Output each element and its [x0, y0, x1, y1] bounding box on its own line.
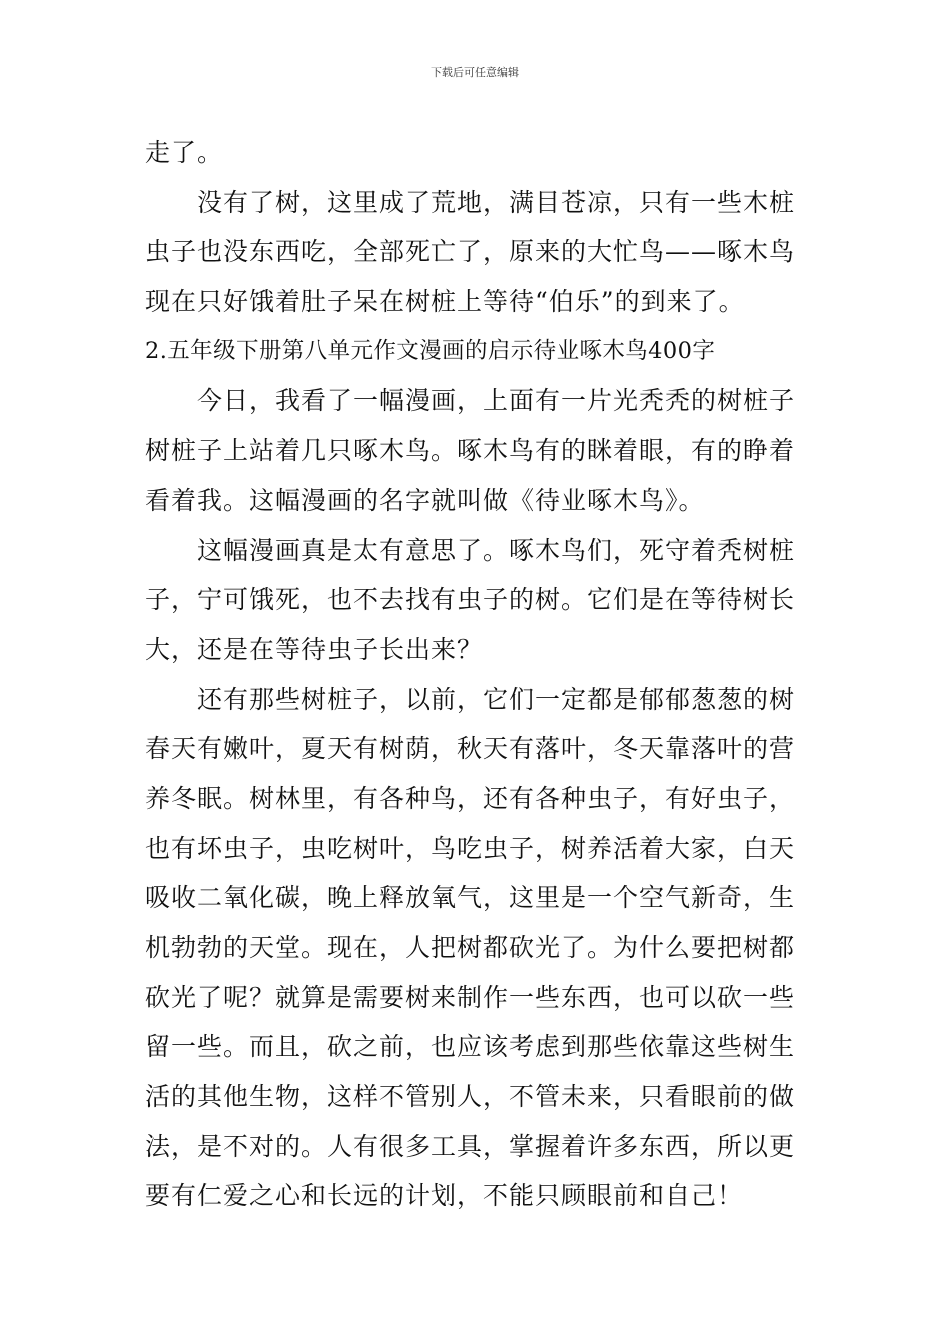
page-header: 下载后可任意编辑 — [431, 66, 519, 79]
text-line: 子，宁可饿死，也不去找有虫子的树。它们是在等待树长 — [145, 585, 796, 615]
text-line: 现在只好饿着肚子呆在树桩上等待“伯乐”的到来了。 — [145, 287, 745, 317]
text-line: 也有坏虫子，虫吃树叶，鸟吃虫子，树养活着大家，白天 — [145, 833, 796, 863]
text-line: 留一些。而且，砍之前，也应该考虑到那些依靠这些树生 — [145, 1032, 796, 1062]
text-line: 养冬眠。树林里，有各种鸟，还有各种虫子，有好虫子， — [145, 783, 796, 813]
text-line: 今日，我看了一幅漫画，上面有一片光秃秃的树桩子 — [197, 386, 796, 416]
text-line: 虫子也没东西吃，全部死亡了，原来的大忙鸟——啄木鸟 — [145, 237, 796, 267]
text-line: 大，还是在等待虫子长出来？ — [145, 634, 484, 664]
text-line: 看着我。这幅漫画的名字就叫做《待业啄木鸟》。 — [145, 485, 705, 515]
text-line: 吸收二氧化碳，晚上释放氧气，这里是一个空气新奇，生 — [145, 883, 796, 913]
text-line: 春天有嫩叶，夏天有树荫，秋天有落叶，冬天靠落叶的营 — [145, 734, 796, 764]
section-heading: 2.五年级下册第八单元作文漫画的启示待业啄木鸟400字 — [145, 337, 716, 364]
text-line: 法，是不对的。人有很多工具，掌握着许多东西，所以更 — [145, 1131, 796, 1161]
text-line: 走了。 — [145, 138, 224, 167]
text-line: 这幅漫画真是太有意思了。啄木鸟们，死守着秃树桩 — [197, 535, 796, 565]
text-line: 活的其他生物，这样不管别人，不管未来，只看眼前的做 — [145, 1082, 796, 1112]
text-line: 树桩子上站着几只啄木鸟。啄木鸟有的眯着眼，有的睁着 — [145, 436, 796, 466]
text-line: 机勃勃的天堂。现在，人把树都砍光了。为什么要把树都 — [145, 933, 796, 962]
text-line: 没有了树，这里成了荒地，满目苍凉，只有一些木桩 — [197, 187, 796, 217]
document-body — [145, 128, 815, 1221]
text-line: 还有那些树桩子，以前，它们一定都是郁郁葱葱的树 — [197, 684, 796, 714]
text-line: 砍光了呢？就算是需要树来制作一些东西，也可以砍一些 — [145, 982, 796, 1012]
text-line: 要有仁爱之心和长远的计划，不能只顾眼前和自己！ — [145, 1181, 744, 1211]
